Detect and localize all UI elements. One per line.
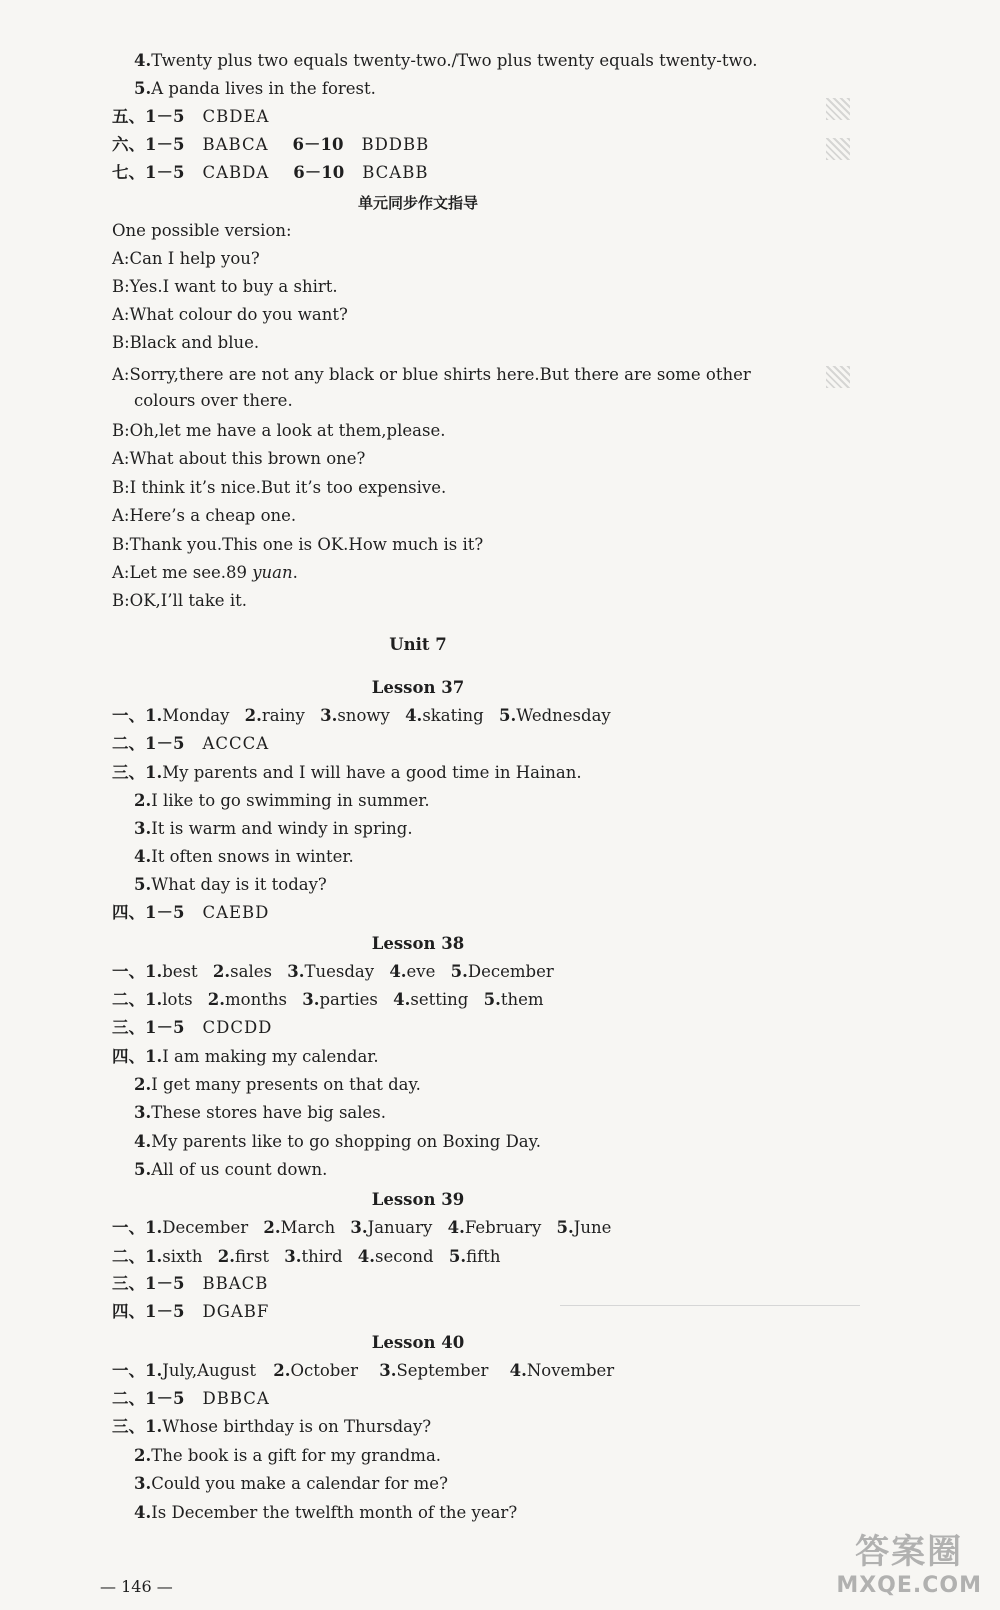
- l38-section-er: 二、1.lots 2.months 3.parties 4.setting 5.them: [112, 990, 544, 1009]
- top-item-5: 5.A panda lives in the forest.: [134, 79, 376, 98]
- dialog-line: A:Can I help you?: [112, 249, 260, 268]
- l38-section-san: 三、1－5 CDCDD: [112, 1018, 273, 1037]
- l40-section-san: 三、1.Whose birthday is on Thursday?: [112, 1417, 432, 1436]
- dialog-line: A:What colour do you want?: [112, 305, 348, 324]
- lesson-39-title: Lesson 39: [371, 1190, 465, 1209]
- l39-section-si: 四、1－5 DGABF: [112, 1302, 270, 1321]
- l40-san-item: 4.Is December the twelfth month of the year?: [134, 1503, 518, 1522]
- l38-section-si: 四、1.I am making my calendar.: [112, 1047, 379, 1066]
- lesson-37-title: Lesson 37: [371, 678, 465, 697]
- l40-san-item: 2.The book is a gift for my grandma.: [134, 1446, 442, 1465]
- l40-section-yi: 一、1.July,August 2.October 3.September 4.November: [112, 1361, 615, 1380]
- page-number: — 146 —: [100, 1577, 173, 1596]
- dialog-line: colours over there.: [134, 391, 293, 410]
- l39-section-er: 二、1.sixth 2.first 3.third 4.second 5.fifth: [112, 1247, 501, 1266]
- l37-san-item: 2.I like to go swimming in summer.: [134, 791, 430, 810]
- lesson-40-title: Lesson 40: [371, 1333, 465, 1352]
- l38-si-item: 5.All of us count down.: [134, 1160, 328, 1179]
- section-qi: 七、1－5 CABDA 6－10 BCABB: [112, 163, 429, 182]
- dialog-line: B:Oh,let me have a look at them,please.: [112, 421, 446, 440]
- unit-title: Unit 7: [389, 635, 447, 654]
- l37-section-er: 二、1－5 ACCCA: [112, 734, 270, 753]
- l38-section-yi: 一、1.best 2.sales 3.Tuesday 4.eve 5.December: [112, 962, 554, 981]
- l37-section-san: 三、1.My parents and I will have a good time in Hainan.: [112, 763, 582, 782]
- scan-speck: [826, 138, 850, 160]
- l38-si-item: 2.I get many presents on that day.: [134, 1075, 421, 1094]
- l38-si-item: 4.My parents like to go shopping on Boxing Day.: [134, 1132, 542, 1151]
- watermark-en: MXQE.COM: [836, 1573, 982, 1598]
- l39-section-yi: 一、1.December 2.March 3.January 4.February 5.June: [112, 1218, 612, 1237]
- l37-san-item: 4.It often snows in winter.: [134, 847, 354, 866]
- l37-section-si: 四、1－5 CAEBD: [112, 903, 270, 922]
- l37-section-yi: 一、1.Monday 2.rainy 3.snowy 4.skating 5.Wednesday: [112, 706, 611, 725]
- lesson-38-title: Lesson 38: [371, 934, 465, 953]
- dialog-line: A:Sorry,there are not any black or blue shirts here.But there are some other: [112, 365, 751, 384]
- writing-intro: One possible version:: [112, 221, 292, 240]
- section-wu: 五、1－5 CBDEA: [112, 107, 270, 126]
- l38-si-item: 3.These stores have big sales.: [134, 1103, 387, 1122]
- dialog-line: A:What about this brown one?: [112, 449, 366, 468]
- l39-section-san: 三、1－5 BBACB: [112, 1274, 269, 1293]
- dialog-line: B:OK,I’ll take it.: [112, 591, 247, 610]
- l40-san-item: 3.Could you make a calendar for me?: [134, 1474, 448, 1493]
- l40-section-er: 二、1－5 DBBCA: [112, 1389, 270, 1408]
- l37-san-item: 3.It is warm and windy in spring.: [134, 819, 413, 838]
- dialog-line: A:Let me see.89 yuan.: [112, 563, 298, 582]
- watermark-logo: [836, 1524, 982, 1598]
- scan-speck: [826, 366, 850, 388]
- dialog-line: B:Black and blue.: [112, 333, 260, 352]
- scan-speck: [826, 98, 850, 120]
- dialog-line: B:Yes.I want to buy a shirt.: [112, 277, 338, 296]
- scan-rule: [560, 1305, 860, 1306]
- writing-title: 单元同步作文指导: [357, 194, 478, 212]
- dialog-line: A:Here’s a cheap one.: [112, 506, 297, 525]
- dialog-line: B:I think it’s nice.But it’s too expensive.: [112, 478, 447, 497]
- section-liu: 六、1－5 BABCA 6－10 BDDBB: [112, 135, 430, 154]
- dialog-line: B:Thank you.This one is OK.How much is it?: [112, 535, 484, 554]
- l37-san-item: 5.What day is it today?: [134, 875, 327, 894]
- top-item-4: 4.Twenty plus two equals twenty-two./Two plus twenty equals twenty-two.: [134, 51, 758, 70]
- watermark-cn: 答案圈: [855, 1532, 964, 1572]
